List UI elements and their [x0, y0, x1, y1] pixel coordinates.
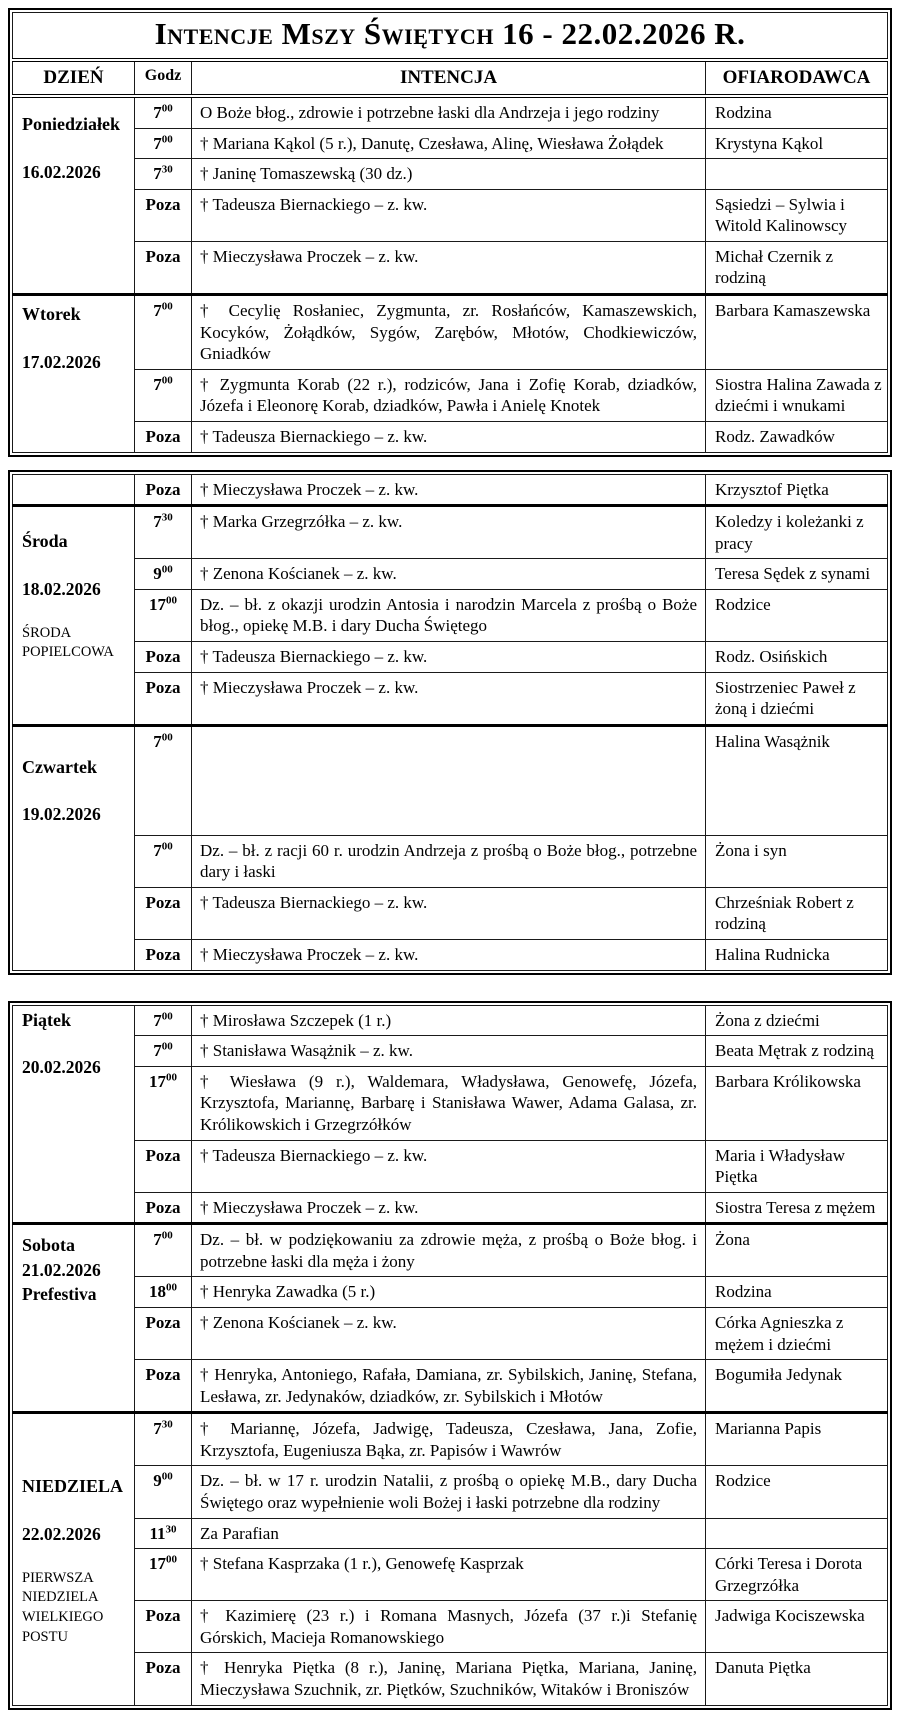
time-cell — [135, 940, 192, 971]
day-date: 18.02.2026 — [22, 578, 101, 599]
time-cell — [135, 241, 192, 294]
time-hour: Poza — [145, 677, 181, 697]
donor-cell: Rodz. Osińskich — [706, 641, 888, 672]
time-hour: 7 — [153, 374, 162, 394]
mass-row — [13, 1277, 888, 1308]
time-cell — [135, 1307, 192, 1359]
time-hour: 7 — [153, 1230, 162, 1250]
intention-cell: † Zygmunta Korab (22 r.), rodziców, Jana i Zofię Korab, dziadków, Józefa i Eleonorę Korab, dziadków, Pawła i Anielę Knotek — [192, 369, 706, 421]
time-hour: 17 — [149, 1071, 166, 1091]
time-hour: Poza — [145, 1197, 181, 1217]
time-cell — [135, 1601, 192, 1653]
intention-cell: † Mieczysława Proczek – z. kw. — [192, 1192, 706, 1224]
time-hour: 17 — [149, 594, 166, 614]
time-minutes: 30 — [161, 511, 173, 524]
page-break-gap — [8, 975, 892, 1001]
time-hour: Poza — [145, 646, 181, 666]
mass-row — [13, 295, 888, 370]
donor-cell: Halina Rudnicka — [706, 940, 888, 971]
time-hour: 17 — [149, 1554, 166, 1574]
time-cell — [135, 725, 192, 835]
col-header-donor: OFIARODAWCA — [706, 60, 888, 96]
donor-cell: Bogumiła Jedynak — [706, 1360, 888, 1413]
time-cell — [135, 506, 192, 559]
time-hour: 9 — [153, 1471, 162, 1491]
time-minutes: 00 — [161, 1470, 173, 1483]
time-minutes: 00 — [161, 300, 173, 313]
time-cell — [135, 1653, 192, 1705]
donor-cell: Rodzice — [706, 1466, 888, 1518]
donor-cell: Barbara Królikowska — [706, 1066, 888, 1140]
intention-cell: Za Parafian — [192, 1518, 706, 1549]
intention-cell: † Mieczysława Proczek – z. kw. — [192, 940, 706, 971]
mass-row — [13, 1549, 888, 1601]
time-hour: Poza — [145, 479, 181, 499]
mass-row — [13, 189, 888, 241]
intention-cell: † Zenona Kościanek – z. kw. — [192, 1307, 706, 1359]
time-cell — [135, 559, 192, 590]
time-minutes: 30 — [161, 1418, 173, 1431]
mass-row — [13, 1036, 888, 1067]
time-cell — [135, 1466, 192, 1518]
donor-cell: Sąsiedzi – Sylwia i Witold Kalinowscy — [706, 189, 888, 241]
donor-cell: Krzysztof Piętka — [706, 474, 888, 506]
time-cell — [135, 641, 192, 672]
day-cell — [13, 295, 135, 452]
intention-cell: † Henryka, Antoniego, Rafała, Damiana, zr. Sybilskich, Janinę, Stefana, Lesława, zr. Jedynaków, dziadków, zr. Sybilskich i Młotów — [192, 1360, 706, 1413]
day-cell — [13, 1005, 135, 1224]
time-hour: Poza — [145, 1145, 181, 1165]
intention-cell: † Mariana Kąkol (5 r.), Danutę, Czesława, Alinę, Wiesława Żołądek — [192, 128, 706, 159]
time-cell — [135, 159, 192, 190]
time-minutes: 00 — [161, 1040, 173, 1053]
time-cell — [135, 1192, 192, 1224]
mass-row — [13, 725, 888, 835]
time-hour: 7 — [153, 133, 162, 153]
donor-cell: Żona — [706, 1224, 888, 1277]
donor-cell: Córki Teresa i Dorota Grzegrzółka — [706, 1549, 888, 1601]
time-minutes: 00 — [161, 563, 173, 576]
mass-row — [13, 1413, 888, 1466]
intentions-table-2 — [12, 474, 888, 971]
day-name: Sobota — [22, 1235, 76, 1256]
day-name: Poniedziałek — [22, 114, 120, 134]
day-extra-label: Prefestiva — [22, 1283, 97, 1304]
donor-cell: Beata Mętrak z rodziną — [706, 1036, 888, 1067]
day-cell — [13, 506, 135, 726]
time-cell — [135, 1518, 192, 1549]
donor-cell: Rodzice — [706, 589, 888, 641]
time-hour: Poza — [145, 945, 181, 965]
mass-row — [13, 672, 888, 725]
time-minutes: 00 — [166, 1553, 177, 1566]
intention-cell: † Janinę Tomaszewską (30 dz.) — [192, 159, 706, 190]
title-row — [13, 13, 888, 61]
time-cell — [135, 295, 192, 370]
mass-row — [13, 96, 888, 128]
donor-cell — [706, 159, 888, 190]
donor-cell: Żona i syn — [706, 835, 888, 887]
time-hour: 7 — [153, 164, 162, 184]
intention-cell: O Boże błog., zdrowie i potrzebne łaski dla Andrzeja i jego rodziny — [192, 96, 706, 128]
day-name: Środa — [22, 531, 68, 552]
intention-cell: † Cecylię Rosłaniec, Zygmunta, zr. Rosłańców, Kamaszewskich, Kocyków, Żołądków, Sygów, Zarębów, Młotów, Chodkiewiczów, Gniadków — [192, 295, 706, 370]
mass-row — [13, 1307, 888, 1359]
mass-row — [13, 1518, 888, 1549]
intention-cell: † Tadeusza Biernackiego – z. kw. — [192, 421, 706, 452]
donor-cell: Rodz. Zawadków — [706, 421, 888, 452]
time-cell — [135, 1360, 192, 1413]
page-sheet-2 — [8, 470, 892, 975]
intention-cell: † Mieczysława Proczek – z. kw. — [192, 474, 706, 506]
day-date: 22.02.2026 — [22, 1523, 101, 1544]
intention-cell: † Mariannę, Józefa, Jadwigę, Tadeusza, Czesława, Jana, Zofie, Krzysztofa, Eugeniusza Bąka, zr. Papisów i Wawrów — [192, 1413, 706, 1466]
time-minutes: 00 — [161, 731, 173, 744]
time-cell — [135, 189, 192, 241]
intention-cell: † Mieczysława Proczek – z. kw. — [192, 241, 706, 294]
intention-cell: † Zenona Kościanek – z. kw. — [192, 559, 706, 590]
document-sections — [8, 8, 892, 1710]
mass-row — [13, 1066, 888, 1140]
donor-cell: Jadwiga Kociszewska — [706, 1601, 888, 1653]
intention-cell: † Mieczysława Proczek – z. kw. — [192, 672, 706, 725]
day-date: 21.02.2026 — [22, 1259, 101, 1280]
intention-cell: Dz. – bł. z okazji urodzin Antosia i narodzin Marcela z prośbą o Boże błog., opiekę M.B. i dary Ducha Świętego — [192, 589, 706, 641]
time-minutes: 00 — [161, 840, 173, 853]
donor-cell — [706, 1518, 888, 1549]
intention-cell — [192, 725, 706, 835]
time-hour: 11 — [149, 1523, 166, 1543]
donor-cell: Michał Czernik z rodziną — [706, 241, 888, 294]
donor-cell: Maria i Władysław Piętka — [706, 1140, 888, 1192]
day-date: 16.02.2026 — [22, 161, 101, 182]
day-cell — [13, 1413, 135, 1705]
mass-row — [13, 159, 888, 190]
donor-cell: Żona z dziećmi — [706, 1005, 888, 1036]
day-cell — [13, 474, 135, 506]
day-date: 20.02.2026 — [22, 1057, 101, 1078]
day-date: 19.02.2026 — [22, 804, 101, 825]
donor-cell: Krystyna Kąkol — [706, 128, 888, 159]
time-hour: 9 — [153, 564, 162, 584]
time-minutes: 00 — [161, 102, 173, 115]
donor-cell: Rodzina — [706, 96, 888, 128]
header-row — [13, 60, 888, 96]
mass-row — [13, 474, 888, 506]
time-hour: 7 — [153, 301, 162, 321]
time-cell — [135, 835, 192, 887]
time-cell — [135, 96, 192, 128]
time-hour: 18 — [149, 1282, 166, 1302]
time-minutes: 00 — [161, 374, 173, 387]
mass-row — [13, 1224, 888, 1277]
intention-cell: Dz. – bł. w podziękowaniu za zdrowie męża, z prośbą o Boże błog. i potrzebne łaski dla męża i żony — [192, 1224, 706, 1277]
intention-cell: † Stanisława Wasążnik – z. kw. — [192, 1036, 706, 1067]
mass-row — [13, 559, 888, 590]
time-cell — [135, 369, 192, 421]
donor-cell: Teresa Sędek z synami — [706, 559, 888, 590]
intention-cell: † Kazimierę (23 r.) i Romana Masnych, Józefa (37 r.)i Stefanię Górskich, Macieja Romanowskiego — [192, 1601, 706, 1653]
page-sheet-1 — [8, 8, 892, 457]
day-name: Czwartek — [22, 756, 97, 777]
intention-cell: † Stefana Kasprzaka (1 r.), Genowefę Kasprzak — [192, 1549, 706, 1601]
donor-cell: Halina Wasążnik — [706, 725, 888, 835]
time-cell — [135, 1277, 192, 1308]
day-name: Piątek — [22, 1009, 71, 1030]
page-break-gap — [8, 457, 892, 470]
day-cell — [13, 1224, 135, 1413]
mass-row — [13, 1653, 888, 1705]
time-hour: Poza — [145, 426, 181, 446]
day-cell — [13, 725, 135, 970]
time-cell — [135, 1005, 192, 1036]
donor-cell: Siostra Halina Zawada z dziećmi i wnukami — [706, 369, 888, 421]
intentions-table-3 — [12, 1005, 888, 1706]
mass-row — [13, 887, 888, 939]
intention-cell: Dz. – bł. w 17 r. urodzin Natalii, z prośbą o opiekę M.B., dary Ducha Świętego oraz wypełnienie woli Bożej i łaski potrzebne dla rodziny — [192, 1466, 706, 1518]
mass-row — [13, 1140, 888, 1192]
intentions-table-1 — [12, 12, 888, 453]
time-hour: Poza — [145, 194, 181, 214]
time-minutes: 00 — [161, 1229, 173, 1242]
time-hour: 7 — [153, 1419, 162, 1439]
time-hour: Poza — [145, 892, 181, 912]
mass-row — [13, 369, 888, 421]
time-cell — [135, 1549, 192, 1601]
time-hour: Poza — [145, 246, 181, 266]
time-hour: Poza — [145, 1312, 181, 1332]
time-cell — [135, 1140, 192, 1192]
intention-cell: † Henryka Piętka (8 r.), Janinę, Mariana Piętka, Mariana, Janinę, Mieczysława Szuchnik, zr. Piętków, Szuchników, Witaków i Broniszów — [192, 1653, 706, 1705]
mass-row — [13, 241, 888, 294]
time-cell — [135, 672, 192, 725]
time-hour: 7 — [153, 1041, 162, 1061]
mass-row — [13, 1360, 888, 1413]
time-minutes: 00 — [166, 1281, 177, 1294]
donor-cell: Siostrzeniec Paweł z żoną i dziećmi — [706, 672, 888, 725]
time-cell — [135, 128, 192, 159]
day-name: NIEDZIELA — [22, 1476, 124, 1497]
intention-cell: † Tadeusza Biernackiego – z. kw. — [192, 887, 706, 939]
mass-row — [13, 641, 888, 672]
time-minutes: 30 — [161, 163, 173, 176]
time-cell — [135, 421, 192, 452]
time-hour: Poza — [145, 1365, 181, 1385]
day-note: ŚRODA POPIELCOWA — [22, 624, 114, 661]
mass-row — [13, 940, 888, 971]
time-hour: 7 — [153, 840, 162, 860]
time-cell — [135, 1036, 192, 1067]
donor-cell: Rodzina — [706, 1277, 888, 1308]
intention-cell: † Tadeusza Biernackiego – z. kw. — [192, 641, 706, 672]
mass-row — [13, 835, 888, 887]
mass-row — [13, 506, 888, 559]
donor-cell: Marianna Papis — [706, 1413, 888, 1466]
intention-cell: † Mirosława Szczepek (1 r.) — [192, 1005, 706, 1036]
page-sheet-3 — [8, 1001, 892, 1710]
day-cell — [13, 96, 135, 295]
day-date: 17.02.2026 — [22, 351, 101, 372]
donor-cell: Córka Agnieszka z mężem i dziećmi — [706, 1307, 888, 1359]
time-minutes: 00 — [161, 132, 173, 145]
time-hour: Poza — [145, 1606, 181, 1626]
time-hour: 7 — [153, 512, 162, 532]
time-cell — [135, 474, 192, 506]
day-note: PIERWSZA NIEDZIELA WIELKIEGO POSTU — [22, 1569, 104, 1645]
donor-cell: Danuta Piętka — [706, 1653, 888, 1705]
donor-cell: Koledzy i koleżanki z pracy — [706, 506, 888, 559]
donor-cell: Chrześniak Robert z rodziną — [706, 887, 888, 939]
time-minutes: 00 — [166, 594, 177, 607]
time-hour: 7 — [153, 1010, 162, 1030]
intention-cell: † Tadeusza Biernackiego – z. kw. — [192, 189, 706, 241]
donor-cell: Barbara Kamaszewska — [706, 295, 888, 370]
time-hour: 7 — [153, 731, 162, 751]
page-title: Intencje Mszy Świętych 16 - 22.02.2026 R. — [13, 13, 888, 61]
col-header-intention: INTENCJA — [192, 60, 706, 96]
time-cell — [135, 1066, 192, 1140]
col-header-time: Godz — [135, 60, 192, 96]
time-minutes: 00 — [166, 1071, 177, 1084]
mass-row — [13, 1601, 888, 1653]
col-header-day: DZIEŃ — [13, 60, 135, 96]
intention-cell: † Henryka Zawadka (5 r.) — [192, 1277, 706, 1308]
time-hour: 7 — [153, 103, 162, 122]
donor-cell: Siostra Teresa z mężem — [706, 1192, 888, 1224]
time-hour: Poza — [145, 1658, 181, 1678]
intention-cell: Dz. – bł. z racji 60 r. urodzin Andrzeja z prośbą o Boże błog., potrzebne dary i łaski — [192, 835, 706, 887]
day-name: Wtorek — [22, 304, 81, 325]
mass-row — [13, 1005, 888, 1036]
intention-cell: † Tadeusza Biernackiego – z. kw. — [192, 1140, 706, 1192]
intention-cell: † Marka Grzegrzółka – z. kw. — [192, 506, 706, 559]
mass-row — [13, 1192, 888, 1224]
time-cell — [135, 589, 192, 641]
time-minutes: 00 — [161, 1009, 173, 1022]
mass-row — [13, 589, 888, 641]
time-minutes: 30 — [165, 1522, 177, 1535]
time-cell — [135, 1413, 192, 1466]
intention-cell: † Wiesława (9 r.), Waldemara, Władysława, Genowefę, Józefa, Krzysztofa, Mariannę, Barbarę i Stanisława Wawer, Adama Galasa, zr. Królikowskich i Grzegrzółków — [192, 1066, 706, 1140]
time-cell — [135, 1224, 192, 1277]
mass-row — [13, 1466, 888, 1518]
time-cell — [135, 887, 192, 939]
mass-row — [13, 128, 888, 159]
mass-row — [13, 421, 888, 452]
